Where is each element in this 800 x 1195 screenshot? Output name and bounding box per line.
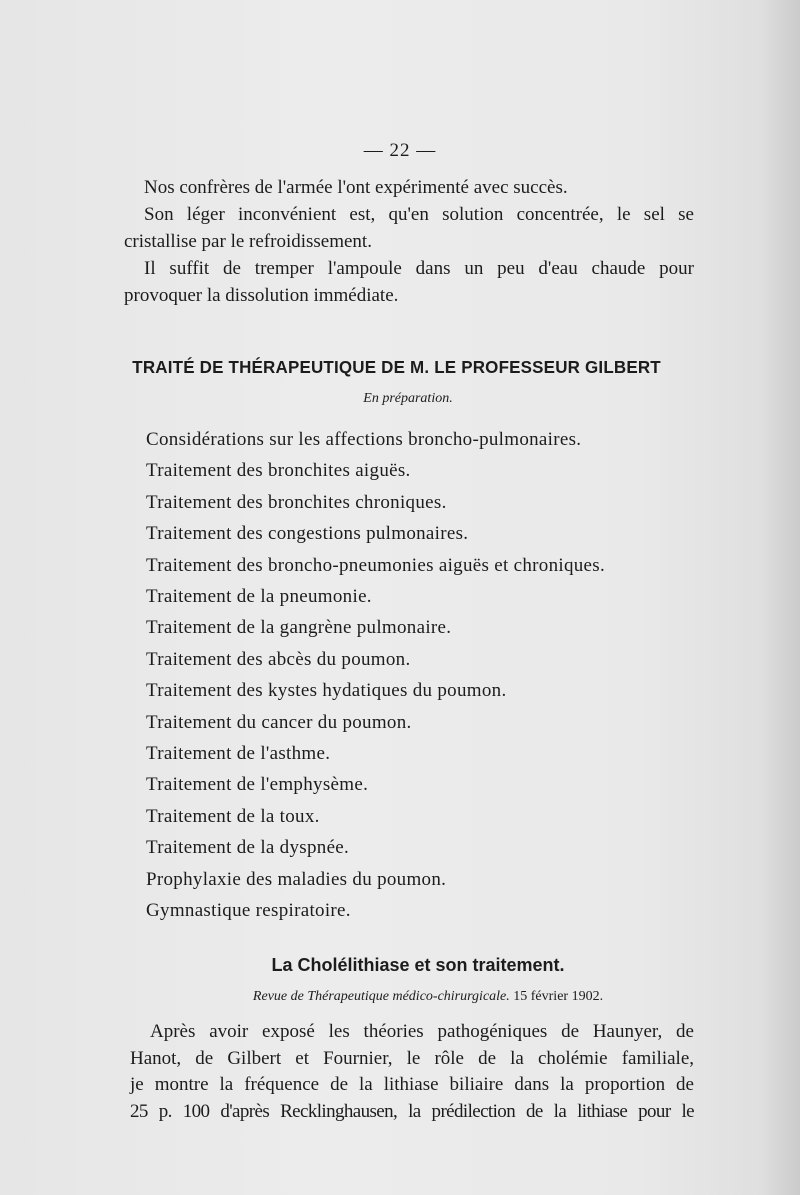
source-date: 15 février 1902. bbox=[513, 989, 604, 1004]
intro-line: Il suffit de tremper l'ampoule dans un peu d'eau chaude pour bbox=[144, 258, 694, 279]
intro-paragraph bbox=[124, 174, 694, 309]
article-line: 25 p. 100 d'après Recklinghausen, la prédilection de la lithiase pour le bbox=[130, 1100, 694, 1122]
topic-item: Traitement des broncho-pneumonies aiguës et chroniques. bbox=[146, 554, 606, 576]
topic-list bbox=[146, 424, 605, 927]
topic-item: Considérations sur les affections broncho-pulmonaires. bbox=[146, 429, 582, 450]
article-source bbox=[0, 989, 800, 1005]
topic-item: Traitement des congestions pulmonaires. bbox=[146, 523, 469, 545]
topic-item: Traitement de la dyspnée. bbox=[146, 837, 350, 859]
article-line: je montre la fréquence de la lithiase biliaire dans la proportion de bbox=[130, 1074, 694, 1095]
article-line: Après avoir exposé les théories pathogéniques de Haunyer, de bbox=[150, 1021, 694, 1042]
source-journal: Revue de Thérapeutique médico-chirurgicale. bbox=[252, 989, 510, 1004]
intro-line: Son léger inconvénient est, qu'en solution concentrée, le sel se bbox=[144, 204, 694, 225]
intro-line: Nos confrères de l'armée l'ont expérimenté avec succès. bbox=[144, 177, 568, 198]
page-number: — 22 — bbox=[363, 140, 437, 161]
topic-item: Prophylaxie des maladies du poumon. bbox=[146, 868, 447, 890]
section-subtitle: En préparation. bbox=[363, 391, 453, 406]
topic-item: Traitement de la gangrène pulmonaire. bbox=[146, 617, 452, 639]
section-title: TRAITÉ DE THÉRAPEUTIQUE DE M. LE PROFESSEUR GILBERT bbox=[132, 357, 661, 377]
topic-item: Traitement du cancer du poumon. bbox=[146, 711, 412, 733]
topic-item: Traitement des kystes hydatiques du poumon. bbox=[146, 680, 507, 702]
intro-line: cristallise par le refroidissement. bbox=[124, 231, 372, 252]
topic-item: Traitement des bronchites chroniques. bbox=[146, 491, 447, 513]
article-paragraph bbox=[130, 1019, 694, 1125]
topic-item: Traitement des abcès du poumon. bbox=[146, 648, 411, 670]
topic-item: Traitement de l'emphysème. bbox=[146, 774, 369, 796]
topic-item: Traitement de l'asthme. bbox=[146, 743, 331, 765]
topic-item: Traitement des bronchites aiguës. bbox=[146, 460, 411, 482]
topic-item: Traitement de la toux. bbox=[146, 805, 320, 827]
article-title: La Cholélithiase et son traitement. bbox=[271, 955, 565, 975]
topic-item: Gymnastique respiratoire. bbox=[146, 900, 351, 922]
intro-line: provoquer la dissolution immédiate. bbox=[124, 285, 399, 306]
topic-item: Traitement de la pneumonie. bbox=[146, 586, 372, 608]
article-line: Hanot, de Gilbert et Fournier, le rôle de la cholémie familiale, bbox=[130, 1047, 694, 1069]
